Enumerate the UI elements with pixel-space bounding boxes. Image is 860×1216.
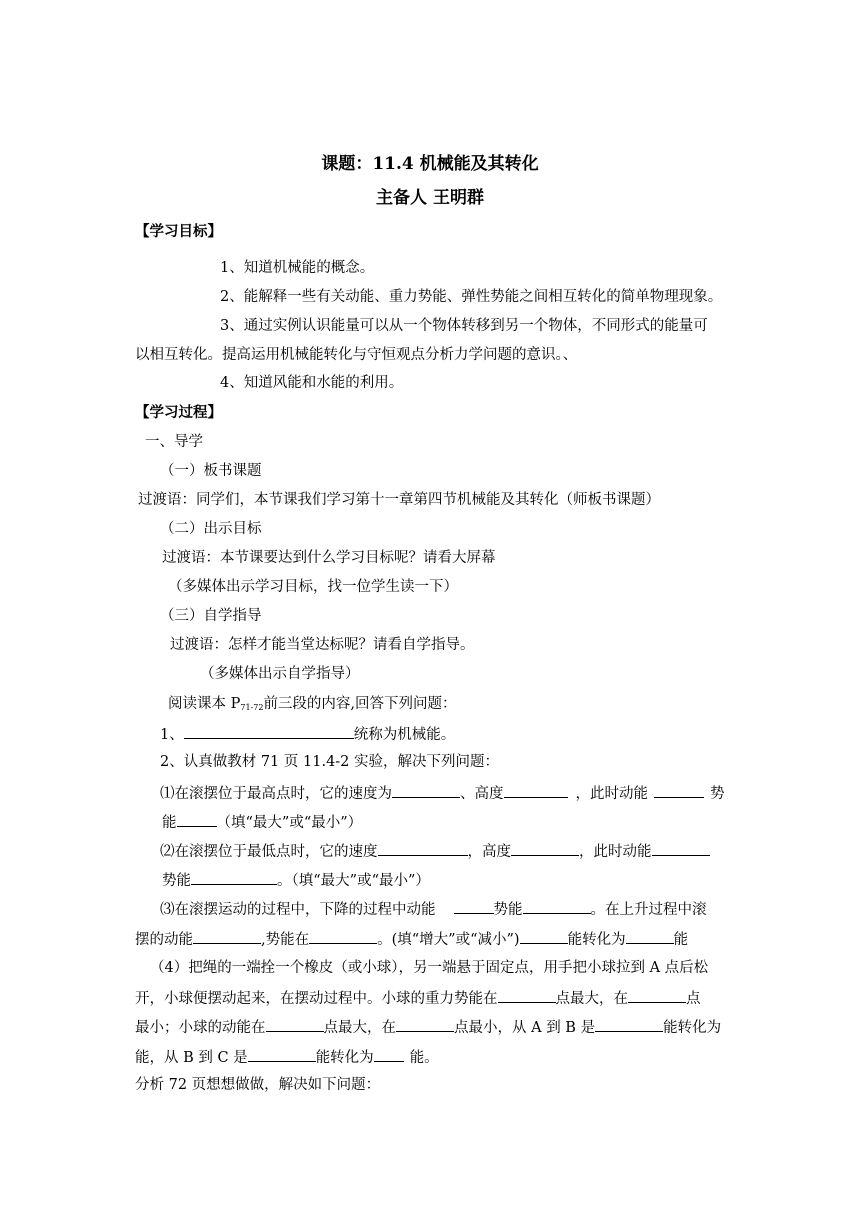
page-title: 课题：11.4 机械能及其转化 bbox=[321, 154, 539, 174]
answer-blank[interactable] bbox=[193, 928, 261, 944]
note-text: （多媒体出示自学指导） bbox=[200, 666, 360, 682]
reading-instruction: 阅读课本 $P_{71-72}$前三段的内容,回答下列问题： bbox=[168, 696, 457, 712]
question-4-continued: 开，小球便摆动起来，在摆动过程中。小球的重力势能在 点最大，在 点 bbox=[135, 987, 701, 1009]
subsection-heading: （三）自学指导 bbox=[160, 608, 262, 624]
subsection-heading: （一）板书课题 bbox=[160, 463, 262, 479]
question-2: 2、认真做教材 71 页 11.4-2 实验，解决下列问题： bbox=[160, 754, 500, 770]
answer-blank[interactable] bbox=[177, 811, 217, 827]
transition-text: 过渡语：本节课要达到什么学习目标呢？请看大屏幕 bbox=[162, 550, 496, 566]
question-2-3-continued: 摆的动能 ,势能在 。(填“增大”或“减小”) 能转化为 能 bbox=[135, 928, 688, 950]
answer-blank[interactable] bbox=[628, 987, 686, 1003]
answer-blank[interactable] bbox=[454, 898, 494, 914]
answer-blank[interactable] bbox=[504, 782, 568, 798]
answer-blank[interactable] bbox=[191, 869, 277, 885]
question-2-2-continued: 势能 。（填“最大”或“最小”） bbox=[162, 869, 430, 891]
goals-heading: 【学习目标】 bbox=[135, 223, 222, 240]
answer-blank[interactable] bbox=[374, 1046, 404, 1062]
question-1: 1、 统称为机械能。 bbox=[160, 723, 455, 745]
note-text: （多媒体出示学习目标，找一位学生读一下） bbox=[168, 579, 458, 595]
answer-blank[interactable] bbox=[309, 928, 377, 944]
transition-text: 过渡语：同学们，本节课我们学习第十一章第四节机械能及其转化（师板书课题） bbox=[138, 492, 660, 508]
goal-item-continued: 以相互转化。提高运用机械能转化与守恒观点分析力学问题的意识。、 bbox=[135, 347, 578, 363]
section-guide: 一、导学 bbox=[145, 434, 203, 450]
subsection-heading: （二）出示目标 bbox=[160, 521, 262, 537]
goal-item: 1、知道机械能的概念。 bbox=[220, 260, 375, 276]
answer-blank[interactable] bbox=[378, 840, 468, 856]
goal-item: 2、能解释一些有关动能、重力势能、弹性势能之间相互转化的简单物理现象。 bbox=[220, 289, 723, 305]
answer-blank[interactable] bbox=[184, 723, 354, 739]
transition-text: 过渡语：怎样才能当堂达标呢？请看自学指导。 bbox=[170, 637, 475, 653]
question-2-1-continued: 能 （填“最大”或“最小”） bbox=[162, 811, 362, 833]
process-heading: 【学习过程】 bbox=[135, 404, 222, 421]
answer-blank[interactable] bbox=[626, 928, 674, 944]
question-4-continued: 能，从 B 到 C 是 能转化为 能。 bbox=[135, 1046, 439, 1068]
answer-blank[interactable] bbox=[248, 1046, 316, 1062]
answer-blank[interactable] bbox=[652, 840, 710, 856]
answer-blank[interactable] bbox=[396, 1016, 454, 1032]
goal-item: 4、知道风能和水能的利用。 bbox=[220, 375, 404, 391]
question-2-2: ⑵在滚摆位于最低点时，它的速度 ，高度 ，此时动能 bbox=[160, 840, 710, 862]
answer-blank[interactable] bbox=[520, 928, 568, 944]
question-2-3: ⑶在滚摆运动的过程中，下降的过程中动能 势能 。在上升过程中滚 bbox=[160, 898, 707, 920]
answer-blank[interactable] bbox=[654, 782, 704, 798]
goal-item: 3、通过实例认识能量可以从一个物体转移到另一个物体，不同形式的能量可 bbox=[220, 318, 708, 334]
question-4-continued: 最小；小球的动能在 点最大，在 点最小，从 A 到 B 是 能转化为 bbox=[135, 1016, 721, 1038]
answer-blank[interactable] bbox=[498, 987, 556, 1003]
question-4: （4）把绳的一端拴一个橡皮（或小球），另一端悬于固定点，用手把小球拉到 A 点后松 bbox=[150, 960, 709, 976]
answer-blank[interactable] bbox=[595, 1016, 663, 1032]
author-line: 主备人 王明群 bbox=[376, 188, 484, 208]
page-range: 71-72 bbox=[240, 703, 264, 712]
analysis-instruction: 分析 72 页想想做做，解决如下问题： bbox=[135, 1077, 381, 1093]
answer-blank[interactable] bbox=[266, 1016, 324, 1032]
question-2-1: ⑴在滚摆位于最高点时，它的速度为 、高度 ，此时动能 势 bbox=[160, 782, 725, 804]
answer-blank[interactable] bbox=[511, 840, 579, 856]
answer-blank[interactable] bbox=[392, 782, 460, 798]
answer-blank[interactable] bbox=[523, 898, 591, 914]
